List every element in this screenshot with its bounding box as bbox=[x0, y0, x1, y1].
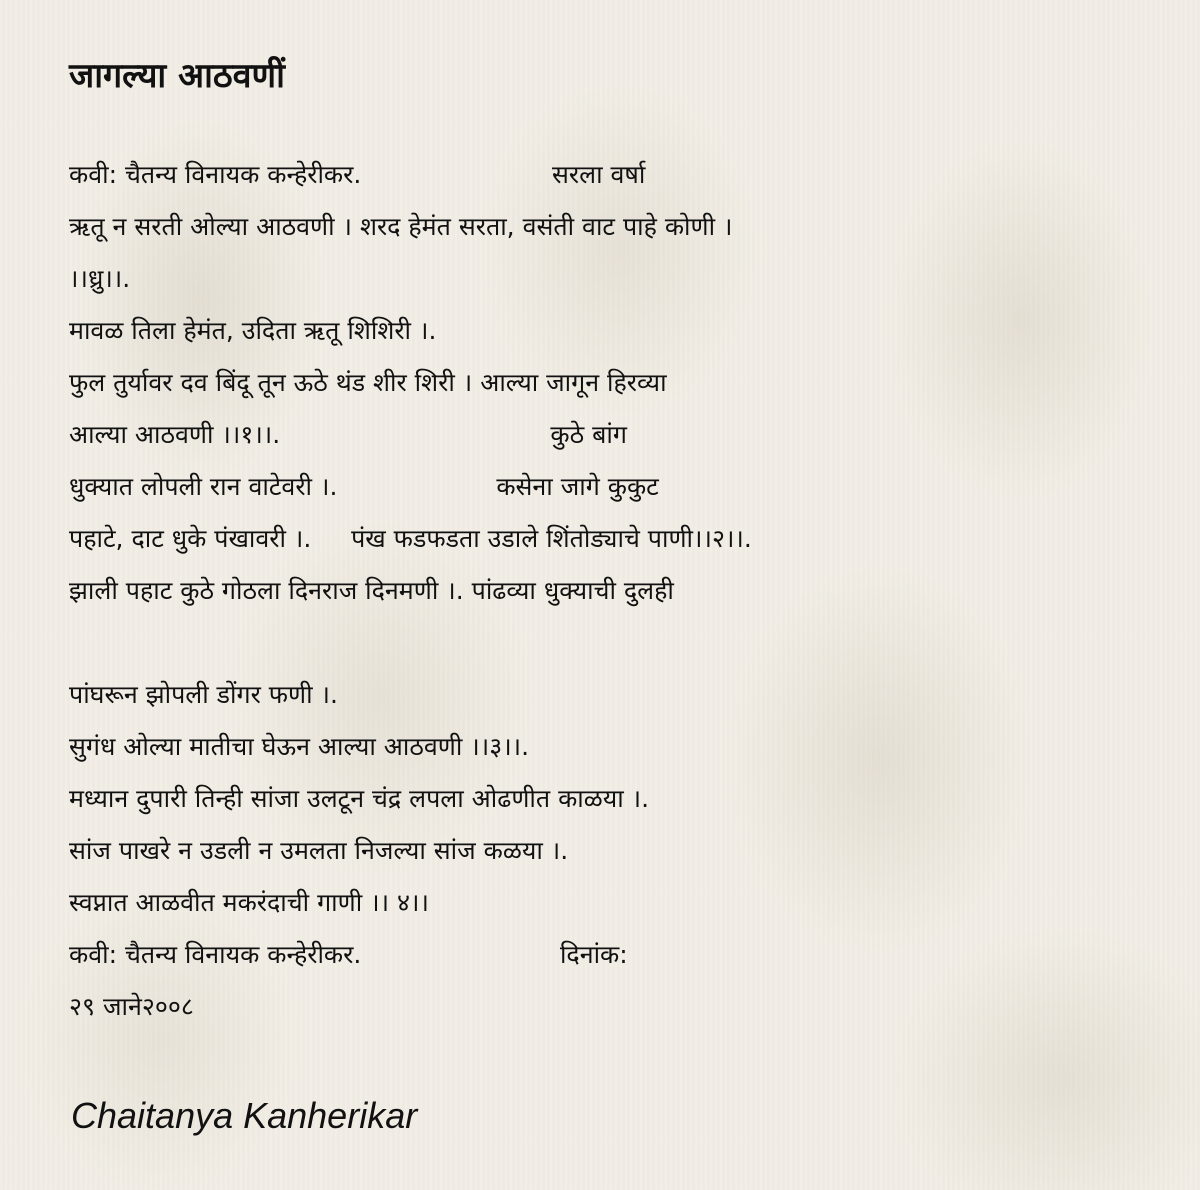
poem-line-5: फुल तुर्यावर दव बिंदू तून ऊठे थंड शीर शिरी । आल्या जागून हिरव्या bbox=[69, 368, 667, 397]
poem-line-12: मध्यान दुपारी तिन्ही सांजा उलटून चंद्र लपला ओढणीत काळया ।. bbox=[69, 784, 650, 813]
poem-line-10: पांघरून झोपली डोंगर फणी ।. bbox=[69, 680, 338, 709]
poem-line-6: आल्या आठवणी ।।१।।. कुठे बांग bbox=[69, 420, 627, 449]
poem-line-14: स्वप्नात आळवीत मकरंदाची गाणी ।। ४।। bbox=[69, 888, 429, 917]
poem-line-1: कवी: चैतन्य विनायक कन्हेरीकर. सरला वर्षा bbox=[69, 160, 646, 189]
author-signature: Chaitanya Kanherikar bbox=[71, 1095, 418, 1136]
poem-title: जागल्या आठवणीं bbox=[69, 56, 285, 96]
poem-line-13: सांज पाखरे न उडली न उमलता निजल्या सांज कळया ।. bbox=[69, 836, 569, 865]
poem-line-9: झाली पहाट कुठे गोठला दिनराज दिनमणी ।. पांढव्या धुक्याची दुलही bbox=[69, 576, 674, 605]
poem-line-11: सुगंध ओल्या मातीचा घेऊन आल्या आठवणी ।।३।।. bbox=[69, 732, 530, 761]
poem-line-15: कवी: चैतन्य विनायक कन्हेरीकर. दिनांक: bbox=[69, 940, 628, 969]
poem-line-4: मावळ तिला हेमंत, उदिता ऋतू शिशिरी ।. bbox=[69, 316, 437, 345]
poem-line-2: ऋतू न सरती ओल्या आठवणी । शरद हेमंत सरता, वसंती वाट पाहे कोणी । bbox=[69, 212, 733, 241]
poem-line-16: २९ जाने२००८ bbox=[69, 992, 194, 1021]
poem-line-3: ।।ध्रु।।. bbox=[69, 264, 131, 293]
poem-line-8: पहाटे, दाट धुके पंखावरी ।. पंख फडफडता उडाले शिंतोड्याचे पाणी।।२।।. bbox=[69, 524, 752, 553]
poem-line-7: धुक्यात लोपली रान वाटेवरी ।. कसेना जागे कुकुट bbox=[69, 472, 659, 501]
